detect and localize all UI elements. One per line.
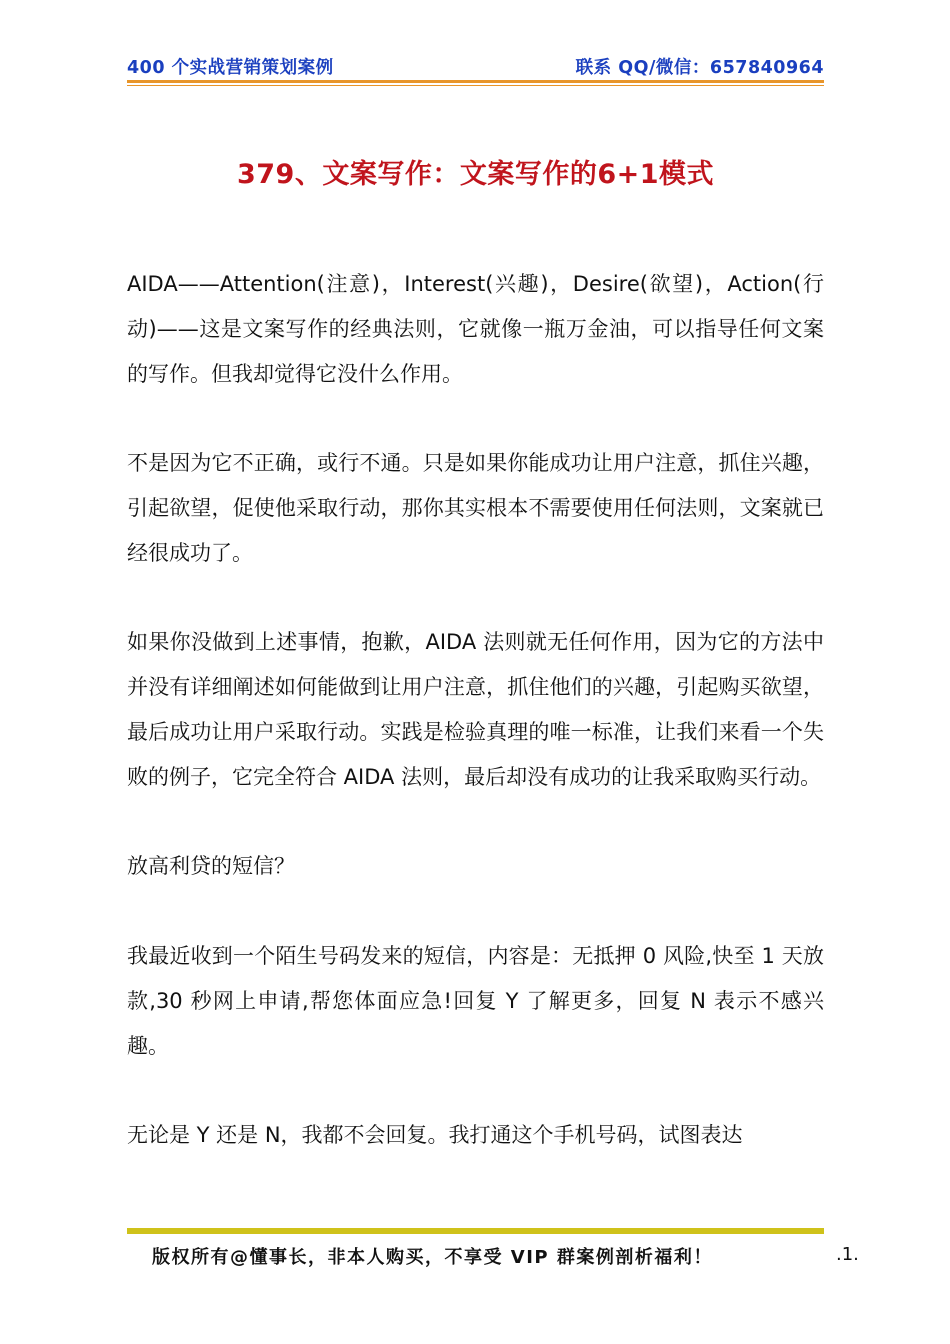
paragraph: AIDA——Attention(注意)，Interest(兴趣)，Desire(欲望)，Action(行动)——这是文案写作的经典法则，它就像一瓶万金油，可以指导任何文案的写作。但我却觉得它没什么作用。 [127,272,824,386]
header-divider [127,80,824,83]
header-divider-thin [127,85,824,86]
paragraph: 不是因为它不正确，或行不通。只是如果你能成功让用户注意，抓住兴趣，引起欲望，促使他采取行动，那你其实根本不需要使用任何法则，文案就已经很成功了。 [127,451,824,565]
document-title: 379、文案写作：文案写作的6+1模式 [236,159,715,190]
footer-copyright: 版权所有@懂事长，非本人购买，不享受 VIP 群案例剖析福利！ [152,1247,713,1268]
header-series-title: 400 个实战营销策划案例 [127,58,334,78]
document-body [127,262,824,1203]
paragraph: 放高利贷的短信？ [127,854,295,879]
header-contact: 联系 QQ/微信：657840964 [575,58,824,78]
paragraph: 如果你没做到上述事情，抱歉，AIDA 法则就无任何作用，因为它的方法中并没有详细阐述如何能做到让用户注意，抓住他们的兴趣，引起购买欲望，最后成功让用户采取行动。实践是检验真理的唯一标准，让我们来看一个失败的例子，它完全符合 AIDA 法则，最后却没有成功的让我采取购买行动。 [127,630,824,789]
paragraph: 我最近收到一个陌生号码发来的短信，内容是：无抵押 0 风险,快至 1 天放款,30 秒网上申请,帮您体面应急!回复 Y 了解更多，回复 N 表示不感兴趣。 [127,943,824,1058]
footer-divider [127,1228,824,1234]
paragraph: 无论是 Y 还是 N，我都不会回复。我打通这个手机号码，试图表达 [127,1123,743,1148]
page-header [127,52,824,82]
page-number: .1. [836,1244,859,1265]
